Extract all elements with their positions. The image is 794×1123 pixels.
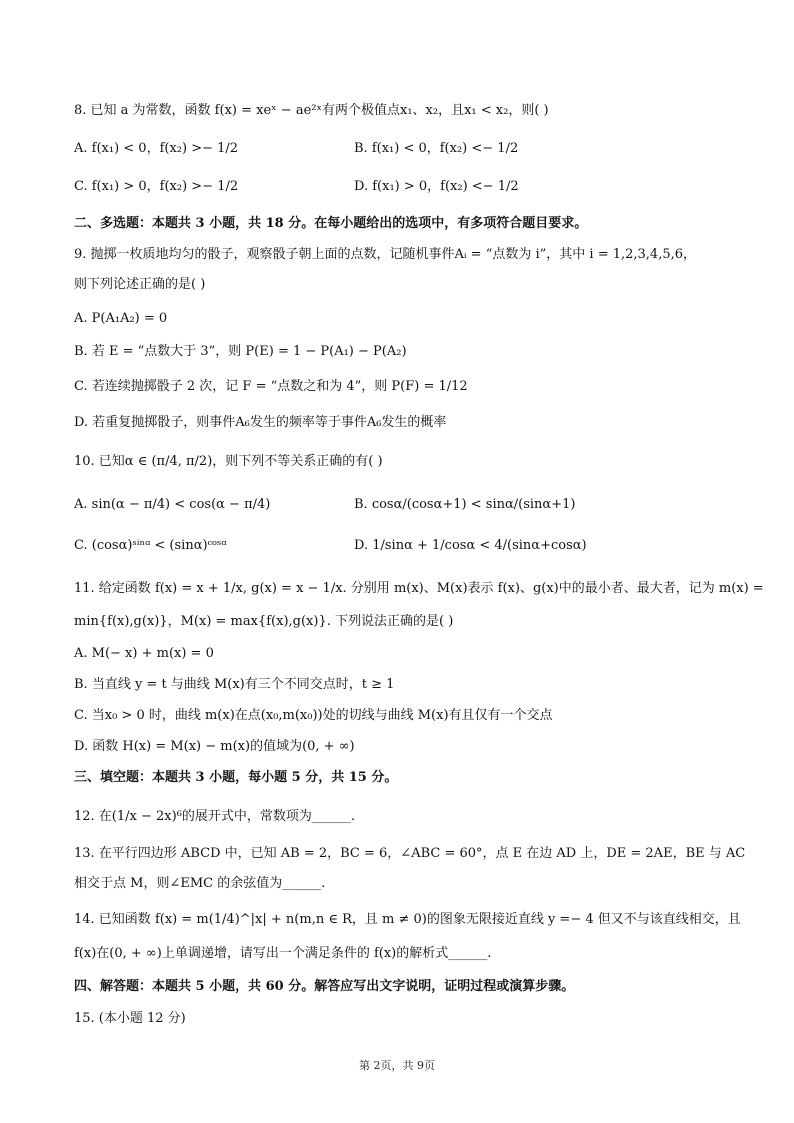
q9-option-d: D. 若重复抛掷骰子，则事件A₆发生的频率等于事件A₆发生的概率 — [74, 415, 447, 430]
q9-stem-line1: 9. 抛掷一枚质地均匀的骰子，观察骰子朝上面的点数，记随机事件Aᵢ = “点数为 i”，其中 i = 1,2,3,4,5,6， — [74, 247, 697, 262]
q8-option-d: D. f(x₁) > 0，f(x₂) <− 1/2 — [354, 179, 519, 194]
page-footer: 第 2页，共 9页 — [359, 1059, 435, 1072]
q10-option-c: C. (cosα)ˢⁱⁿᵅ < (sinα)ᶜᵒˢᵅ — [74, 538, 227, 553]
section-2-heading: 二、多选题：本题共 3 小题，共 18 分。在每小题给出的选项中，有多项符合题目要求。 — [74, 216, 588, 231]
section-3-heading: 三、填空题：本题共 3 小题，每小题 5 分，共 15 分。 — [74, 770, 398, 785]
q12-text: 12. 在(1/x − 2x)⁶的展开式中，常数项为______. — [74, 809, 356, 824]
q8-stem: 8. 已知 a 为常数，函数 f(x) = xeˣ − ae²ˣ有两个极值点x₁、x₂，且x₁ < x₂，则( ) — [74, 103, 549, 118]
q15-heading: 15. (本小题 12 分) — [74, 1011, 186, 1026]
q11-option-d: D. 函数 H(x) = M(x) − m(x)的值域为(0, + ∞) — [74, 739, 355, 754]
q9-option-c: C. 若连续抛掷骰子 2 次，记 F = “点数之和为 4”，则 P(F) = 1/12 — [74, 379, 468, 394]
q8-option-c: C. f(x₁) > 0，f(x₂) >− 1/2 — [74, 179, 239, 194]
q10-option-a: A. sin(α − π/4) < cos(α − π/4) — [74, 497, 271, 512]
q10-stem: 10. 已知α ∈ (π/4, π/2)，则下列不等关系正确的有( ) — [74, 454, 383, 469]
q11-stem-line1: 11. 给定函数 f(x) = x + 1/x, g(x) = x − 1/x. 分别用 m(x)、M(x)表示 f(x)、g(x)中的最小者、最大者，记为 m(x) = — [74, 581, 764, 596]
q8-option-a: A. f(x₁) < 0，f(x₂) >− 1/2 — [74, 141, 239, 156]
q9-option-b: B. 若 E = “点数大于 3”，则 P(E) = 1 − P(A₁) − P(A₂) — [74, 344, 407, 359]
q11-stem-line2: min{f(x),g(x)}，M(x) = max{f(x),g(x)}. 下列说法正确的是( ) — [74, 614, 454, 629]
q8-option-b: B. f(x₁) < 0，f(x₂) <− 1/2 — [354, 141, 519, 156]
q10-option-d: D. 1/sinα + 1/cosα < 4/(sinα+cosα) — [354, 538, 587, 553]
q11-option-a: A. M(− x) + m(x) = 0 — [74, 646, 214, 661]
q14-line2: f(x)在(0, + ∞)上单调递增，请写出一个满足条件的 f(x)的解析式______. — [74, 946, 492, 961]
q11-option-c: C. 当x₀ > 0 时，曲线 m(x)在点(x₀,m(x₀))处的切线与曲线 M(x)有且仅有一个交点 — [74, 708, 553, 723]
q10-option-b: B. cosα/(cosα+1) < sinα/(sinα+1) — [354, 497, 576, 512]
q11-option-b: B. 当直线 y = t 与曲线 M(x)有三个不同交点时，t ≥ 1 — [74, 677, 395, 692]
q13-line2: 相交于点 M，则∠EMC 的余弦值为______. — [74, 876, 326, 891]
q14-line1: 14. 已知函数 f(x) = m(1/4)^|x| + n(m,n ∈ R，且 m ≠ 0)的图象无限接近直线 y =− 4 但又不与该直线相交，且 — [74, 912, 741, 927]
section-4-heading: 四、解答题：本题共 5 小题，共 60 分。解答应写出文字说明，证明过程或演算步骤。 — [74, 979, 575, 994]
q9-stem-line2: 则下列论述正确的是( ) — [74, 277, 206, 292]
q13-line1: 13. 在平行四边形 ABCD 中，已知 AB = 2，BC = 6，∠ABC = 60°，点 E 在边 AD 上，DE = 2AE，BE 与 AC — [74, 846, 746, 861]
q9-option-a: A. P(A₁A₂) = 0 — [74, 311, 168, 326]
